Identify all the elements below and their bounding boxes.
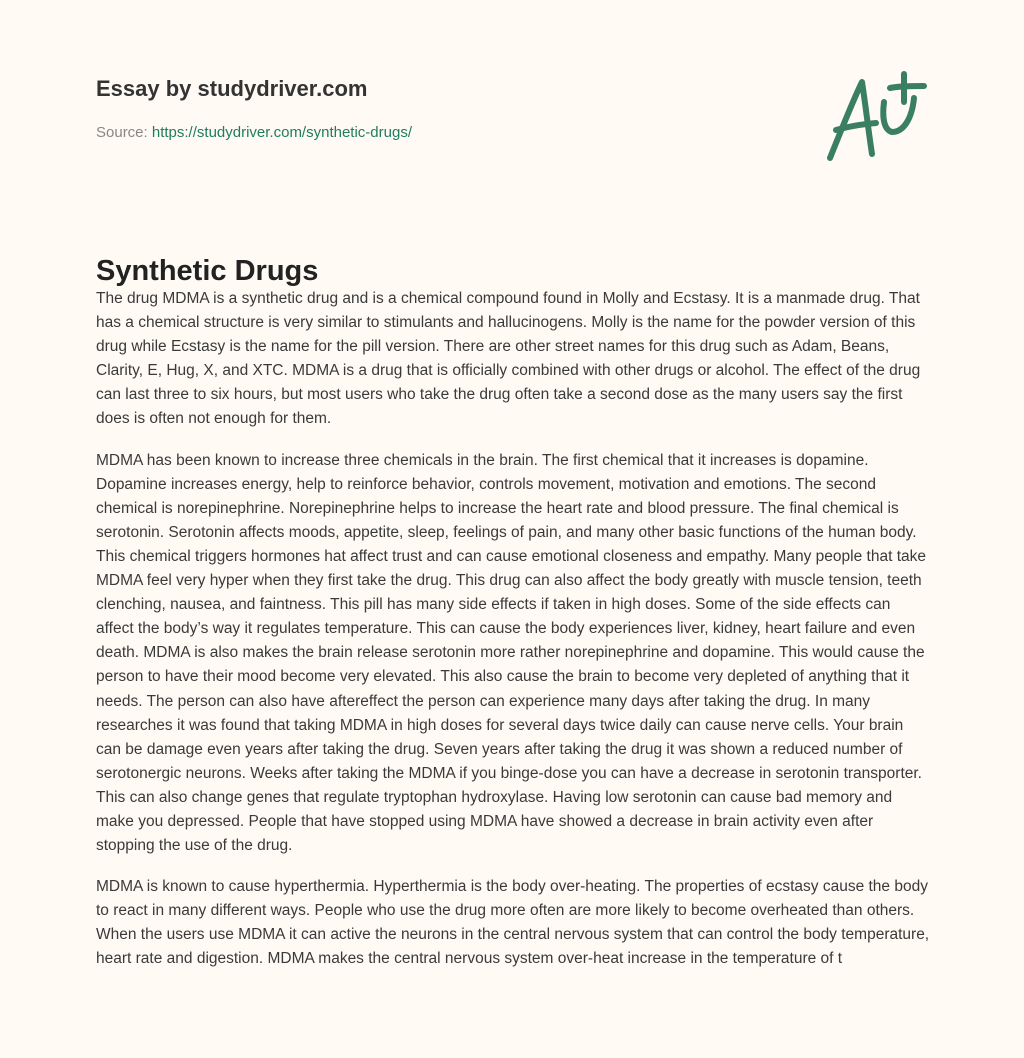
source-label: Source: [96,124,148,141]
source-link[interactable]: https://studydriver.com/synthetic-drugs/ [151,124,412,141]
article-body [96,287,932,989]
site-title: Essay by studydriver.com [96,76,368,101]
a-plus-logo [820,68,930,164]
paragraph: MDMA is known to cause hyperthermia. Hyperthermia is the body over-heating. The properties of ecstasy cause the body to react in many different ways. People who use the drug more often are more likely to become overheated than others. When the users use MDMA it can active the neurons in the central nervous system that can control the body temperature, heart rate and digestion. MDMA makes the central nervous system over-heat increase in the temperature of t [96,878,930,968]
source-line [96,124,412,141]
paragraph: MDMA has been known to increase three chemicals in the brain. The first chemical that it increases is dopamine. Dopamine increases energy, help to reinforce behavior, controls movement, motivation and emotions. The second chemical is norepinephrine. Norepinephrine helps to increase the heart rate and blood pressure. The final chemical is serotonin. Serotonin affects moods, appetite, sleep, feelings of pain, and many other basic functions of the human body. This chemical triggers hormones hat affect trust and can cause emotional closeness and empathy. Many people that take MDMA feel very hyper when they first take the drug. This drug can also affect the body greatly with muscle tension, teeth clenching, nausea, and faintness. This pill has many side effects if taken in high doses. Some of the side effects can affect the body’s way it regulates temperature. This can cause the body experiences liver, kidney, heart failure and even death. MDMA is also makes the brain release serotonin more rather norepinephrine and dopamine. This would cause the person to have their mood become very elevated. This also cause the brain to become very depleted of anything that it needs. The person can also have aftereffect the person can experience many days after taking the drug. In many researches it was found that taking MDMA in high doses for several days twice daily can cause nerve cells. Your brain can be damage even years after taking the drug. Seven years after taking the drug it was shown a reduced number of serotonergic neurons. Weeks after taking the MDMA if you binge-dose you can have a decrease in serotonin transporter. This can also change genes that regulate tryptophan hydroxylase. Having low serotonin can cause bad memory and make you depressed. People that have stopped using MDMA have showed a decrease in brain activity even after stopping the use of the drug. [96,451,926,855]
paragraph: The drug MDMA is a synthetic drug and is a chemical compound found in Molly and Ecstasy. It is a manmade drug. That has a chemical structure is very similar to stimulants and hallucinogens. Molly is the name for the powder version of this drug while Ecstasy is the name for the pill version. There are other street names for this drug such as Adam, Beans, Clarity, E, Hug, X, and XTC. MDMA is a drug that is officially combined with other drugs or alcohol. The effect of the drug can last three to six hours, but most users who take the drug often take a second dose as the many users say the first does is often not enough for them. [96,290,921,428]
article-title: Synthetic Drugs [96,255,319,287]
